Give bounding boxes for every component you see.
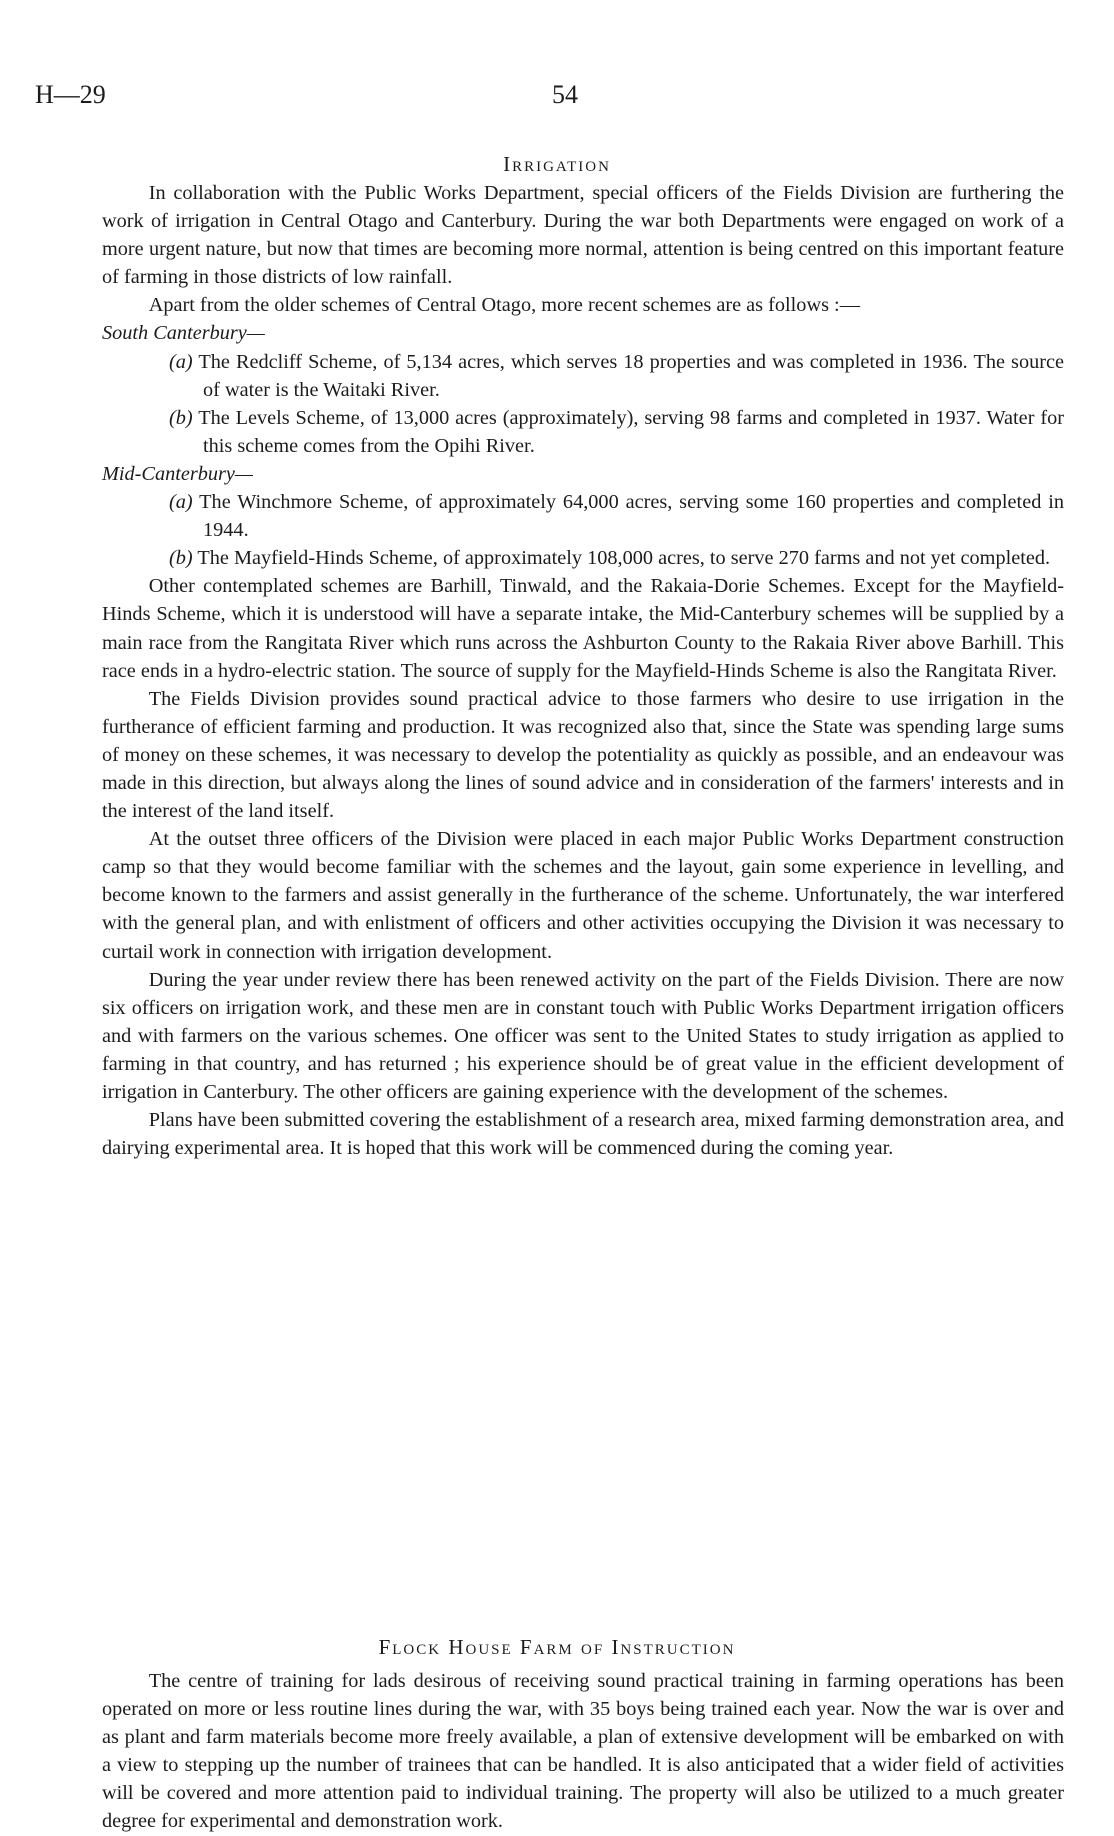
flock-house-body (102, 1667, 1064, 1836)
paragraph: Other contemplated schemes are Barhill, Tinwald, and the Rakaia-Dorie Schemes. Except for the Mayfield-Hinds Scheme, which it is understood will have a separate intake, the Mid-Canterbury schemes will be supplied by a main race from the Rangitata River which runs across the Ashburton County to the Rakaia River above Barhill. This race ends in a hydro-electric station. The source of supply for the Mayfield-Hinds Scheme is also the Rangitata River. (102, 575, 1064, 682)
list-item (102, 488, 1064, 544)
irrigation-body (102, 179, 1064, 1162)
item-text: The Levels Scheme, of 13,000 acres (approximately), serving 98 farms and completed in 1937. Water for this scheme comes from the Opihi River. (198, 406, 1064, 457)
document-reference: H—29 (35, 80, 106, 109)
item-text: The Mayfield-Hinds Scheme, of approximately 108,000 acres, to serve 270 farms and not yet completed. (197, 547, 1051, 570)
item-text: The Winchmore Scheme, of approximately 64,000 acres, serving some 160 properties and completed in 1944. (199, 491, 1064, 542)
item-label: (b) (169, 547, 193, 570)
item-text: The Redcliff Scheme, of 5,134 acres, which serves 18 properties and was completed in 1936. The source of water is the Waitaki River. (198, 350, 1064, 401)
item-label: (b) (169, 406, 193, 429)
subheading-south-canterbury: South Canterbury— (102, 322, 265, 345)
paragraph: During the year under review there has been renewed activity on the part of the Fields Division. There are now six officers on irrigation work, and these men are in constant touch with Public Works Department irrigation officers and with farmers on the various schemes. One officer was sent to the United States to study irrigation as applied to farming in that country, and has returned ; his experience should be of great value in the efficient development of irrigation in Canterbury. The other officers are gaining experience with the development of the schemes. (102, 968, 1064, 1103)
section-title-flock-house: Flock House Farm of Instruction (378, 1635, 736, 1659)
item-label: (a) (169, 350, 193, 373)
page-number: 54 (552, 80, 578, 109)
list-item (102, 404, 1064, 460)
paragraph: Apart from the older schemes of Central Otago, more recent schemes are as follows :— (148, 294, 860, 317)
paragraph: At the outset three officers of the Division were placed in each major Public Works Department construction camp so that they would become familiar with the schemes and the layout, gain some experience in levelling, and become known to the farmers and assist generally in the furtherance of the scheme. Unfortunately, the war interfered with the general plan, and with enlistment of officers and other activities occupying the Division it was necessary to curtail work in connection with irrigation development. (102, 828, 1064, 963)
item-label: (a) (169, 491, 193, 514)
subheading-mid-canterbury: Mid-Canterbury— (102, 462, 253, 485)
paragraph: Plans have been submitted covering the establishment of a research area, mixed farming demonstration area, and dairying experimental area. It is hoped that this work will be commenced during the coming year. (102, 1109, 1064, 1160)
paragraph: The centre of training for lads desirous of receiving sound practical training in farming operations has been operated on more or less routine lines during the war, with 35 boys being trained each year. Now the war is over and as plant and farm materials become more freely available, a plan of extensive development will be embarked on with a view to stepping up the number of trainees that can be handled. It is also anticipated that a wider field of activities will be covered and more attention paid to individual training. The property will also be utilized to a much greater degree for experimental and demonstration work. (102, 1670, 1064, 1833)
section-title-irrigation: Irrigation (503, 152, 611, 176)
list-item (102, 544, 1064, 572)
paragraph: The Fields Division provides sound practical advice to those farmers who desire to use irrigation in the furtherance of efficient farming and production. It was recognized also that, since the State was spending large sums of money on these schemes, it was necessary to develop the potentiality as quickly as possible, and an endeavour was made in this direction, but always along the lines of sound advice and in consideration of the farmers' interests and in the interest of the land itself. (102, 687, 1064, 823)
paragraph: In collaboration with the Public Works Department, special officers of the Fields Division are furthering the work of irrigation in Central Otago and Canterbury. During the war both Departments were engaged on work of a more urgent nature, but now that times are becoming more normal, attention is being centred on this important feature of farming in those districts of low rainfall. (102, 182, 1064, 289)
list-item (102, 348, 1064, 404)
